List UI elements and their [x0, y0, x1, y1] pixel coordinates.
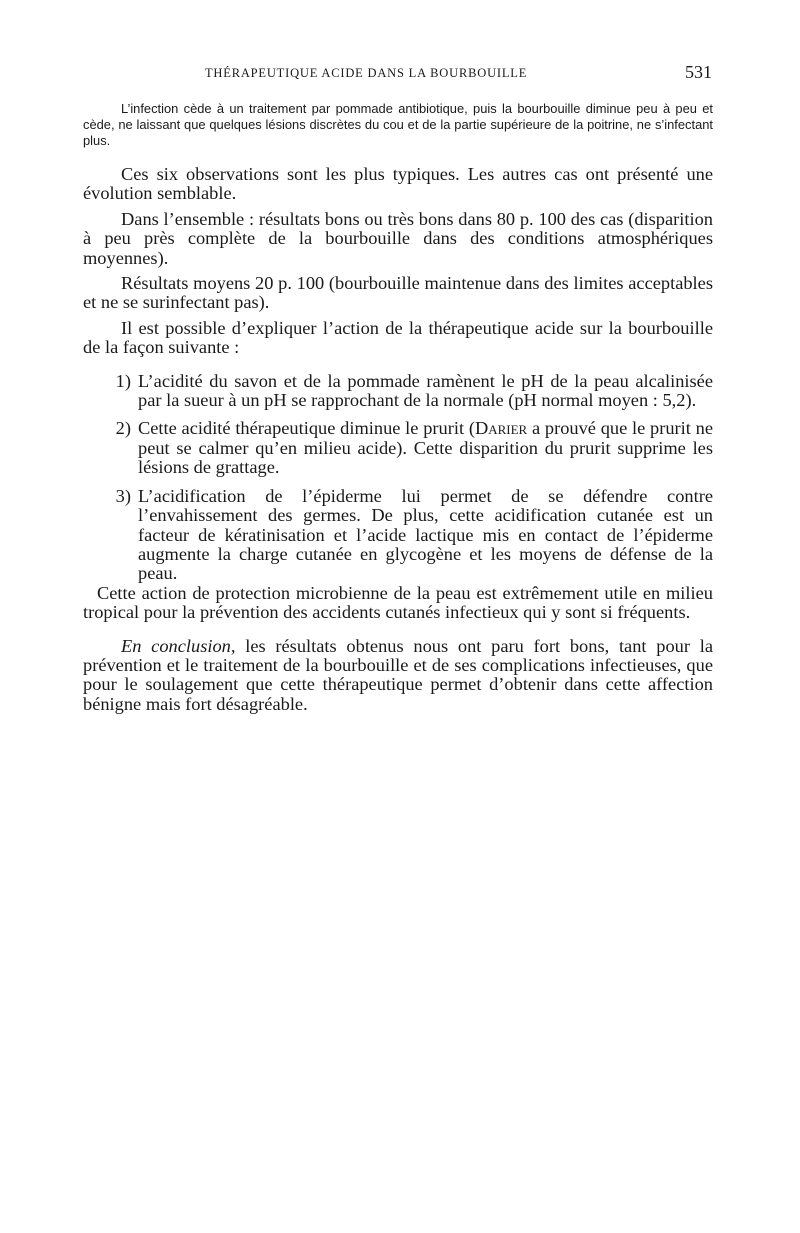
list-item-text-part: Cette acidité thérapeutique diminue le prurit (: [138, 418, 475, 439]
list-item-number: 3): [115, 485, 131, 506]
list-item-continuation: Cette action de protection microbienne de la peau est extrêmement utile en milieu tropical pour la prévention des accidents cutanés infectieux qui y sont si fréquents.: [83, 582, 713, 623]
paragraph: Il est possible d’expliquer l’action de la thérapeutique acide sur la bourbouille de la façon suivante :: [83, 317, 713, 358]
running-title: THÉRAPEUTIQUE ACIDE DANS LA BOURBOUILLE: [205, 66, 528, 80]
list-item-text: L’acidité du savon et de la pommade ramènent le pH de la peau alcalinisée par la sueur à un pH se rapprochant de la normale (pH normal moyen : 5,2).: [138, 370, 713, 411]
list-item: [83, 487, 713, 584]
observation-note: L’infection cède à un traitement par pommade antibiotique, puis la bourbouille diminue peu à peu et cède, ne laissant que quelques lésions discrètes du cou et de la partie supérieure de la poitrine, ne s’infectant plus.: [83, 101, 713, 148]
list-item-number: 2): [115, 418, 131, 439]
list-item-text: [138, 419, 713, 477]
conclusion-paragraph: [83, 637, 713, 715]
paragraph: Dans l’ensemble : résultats bons ou très bons dans 80 p. 100 des cas (disparition à peu près complète de la bourbouille dans des conditions atmosphériques moyennes).: [83, 208, 713, 268]
list-item-text-part: a prouvé que le prurit ne peut se calmer qu’en milieu acide). Cette disparition du prurit supprime les lésions de grattage.: [138, 418, 713, 478]
paragraph: Résultats moyens 20 p. 100 (bourbouille maintenue dans des limites acceptables et ne se surinfectant pas).: [83, 273, 713, 313]
paragraph: Ces six observations sont les plus typiques. Les autres cas ont présenté une évolution semblable.: [83, 164, 713, 204]
list-item: [83, 372, 713, 411]
page-header: [205, 62, 712, 84]
list-item-text: L’acidification de l’épiderme lui permet de se défendre contre l’envahissement des germes. De plus, cette acidification cutanée est un facteur de kératinisation et l’acide lactique mis en contact de l’épiderme augmente la charge cutanée en glycogène et les moyens de défense de la peau.: [138, 485, 713, 584]
page-number: 531: [685, 62, 712, 82]
conclusion-lead: En conclusion,: [121, 635, 236, 656]
main-text: [83, 165, 713, 714]
list-item: [83, 419, 713, 477]
author-name: Darier: [474, 418, 528, 439]
conclusion-text: les résultats obtenus nous ont paru fort bons, tant pour la prévention et le traitement de la bourbouille et de ses complications infectieuses, que pour le soulagement que cette thérapeutique permet d’obtenir dans cette affection bénigne mais fort désagréable.: [83, 635, 714, 714]
list-item-number: 1): [115, 370, 131, 391]
